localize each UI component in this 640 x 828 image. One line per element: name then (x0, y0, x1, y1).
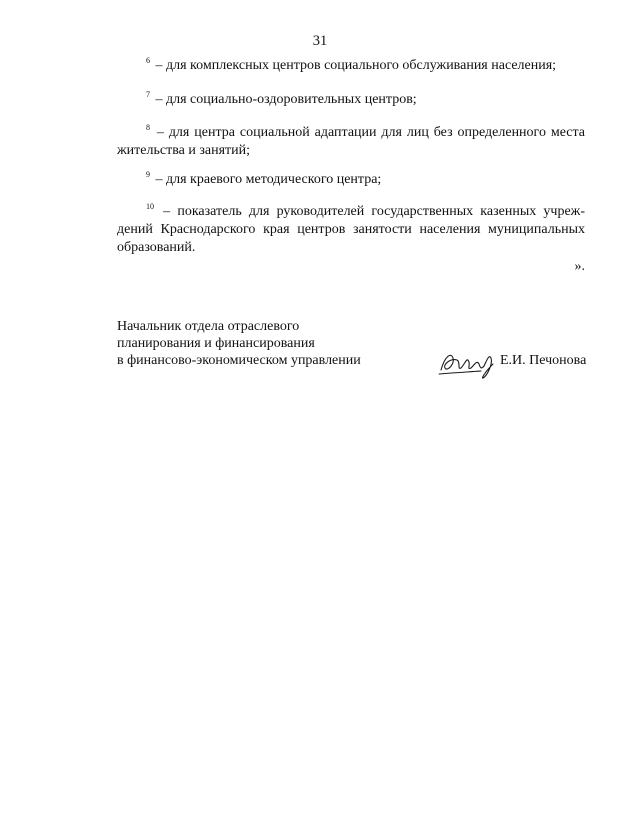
footnote-10-marker: 10 (146, 202, 154, 211)
footnote-9 (117, 166, 585, 189)
handwritten-signature (437, 344, 499, 380)
position-line-3: в финансово-экономическом управлении (117, 353, 361, 368)
footnote-8 (117, 119, 585, 160)
footnote-6-marker: 6 (146, 56, 150, 65)
closing-quote: ». (574, 259, 585, 274)
footnote-8-marker: 8 (146, 123, 150, 132)
footnote-7-text: – для социально-оздоровительных центров; (155, 92, 417, 107)
position-line-2: планирования и финансирования (117, 336, 315, 351)
signatory-position (117, 318, 361, 369)
signature-line (437, 344, 587, 380)
footnote-9-text: – для краевого методического центра; (155, 172, 382, 187)
footnote-7-marker: 7 (146, 90, 150, 99)
footnote-6-text: – для комплексных центров социального обслуживания населения; (155, 58, 557, 73)
footnote-9-marker: 9 (146, 170, 150, 179)
footnote-8-text: – для центра социальной адаптации для лиц без определенного места жительства и занятий; (117, 125, 585, 158)
footnote-10-text: – показатель для руководителей государственных казенных учреж-дений Краснодарского края центров занятости населения муниципальных образований. (117, 204, 585, 255)
footnote-7 (117, 86, 585, 109)
position-line-1: Начальник отдела отраслевого (117, 319, 300, 334)
footnote-10 (117, 198, 585, 257)
footnote-6 (117, 52, 585, 75)
page-number: 31 (312, 33, 328, 49)
signer-name: Е.И. Печонова (500, 353, 587, 368)
